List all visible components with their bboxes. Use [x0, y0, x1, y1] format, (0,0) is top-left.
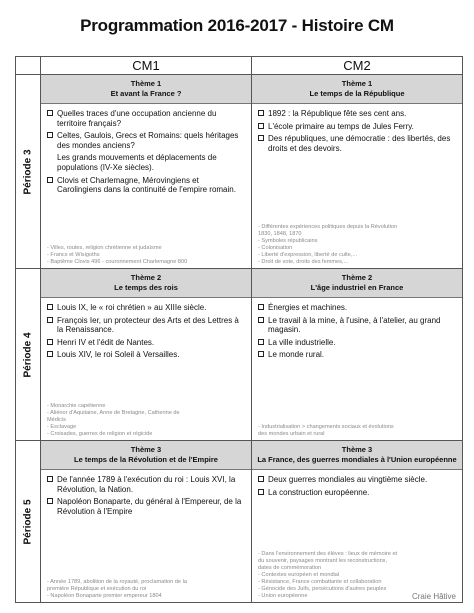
checkbox-icon[interactable] — [47, 351, 53, 357]
topic-item — [258, 122, 456, 132]
topic-item — [47, 303, 245, 313]
topic-item — [47, 475, 245, 494]
theme-cell-cm2 — [252, 75, 462, 268]
theme-number: Thème 3 — [130, 445, 162, 454]
note-line: - Francs et Wisigoths — [47, 252, 100, 258]
checkbox-icon[interactable] — [258, 304, 264, 310]
topic-text: Quelles traces d'une occupation ancienne du territoire français? — [57, 109, 217, 128]
topic-text: Deux guerres mondiales au vingtième siècle. — [268, 475, 428, 484]
note-line: - Liberté d'expression, liberté de culte,... — [258, 252, 358, 258]
column-header-cm1: CM1 — [41, 57, 252, 74]
topic-text: Des républiques, une démocratie : des libertés, des droits et des devoirs. — [268, 134, 451, 153]
period-row — [16, 74, 462, 268]
column-header-cm2: CM2 — [343, 58, 371, 73]
theme-cell-cm1 — [41, 75, 252, 268]
note-line: dates de commémoration — [258, 565, 322, 571]
period-label-cell — [16, 75, 41, 268]
topic-list — [252, 470, 462, 551]
theme-header — [252, 441, 462, 470]
note-line: - Industrialisation > changements sociaux et évolutions — [258, 424, 394, 430]
note-line: - Année 1789, abolition de la royauté, proclamation de la — [47, 579, 187, 585]
footer-credit: Craie Hâtive — [411, 592, 456, 601]
note-line: Médicis — [47, 417, 66, 423]
theme-title: La France, des guerres mondiales à l'Union européenne — [257, 455, 457, 464]
note-line: - Villes, routes, religion chrétienne et judaïsme — [47, 245, 162, 251]
theme-number: Thème 1 — [341, 79, 373, 88]
note-line: - Esclavage — [47, 424, 77, 430]
topic-text: Énergies et machines. — [268, 303, 348, 312]
checkbox-icon[interactable] — [47, 317, 53, 323]
topic-text: De l'année 1789 à l'exécution du roi : Louis XVI, la Révolution, la Nation. — [57, 475, 236, 494]
note-line: - Dans l'environnement des élèves : lieux de mémoire et — [258, 551, 398, 557]
topic-item — [258, 488, 456, 498]
theme-title: Le temps de la Révolution et de l'Empire — [74, 455, 218, 464]
header-spacer — [16, 57, 41, 74]
note-line: - Napoléon Bonaparte premier empereur 1804 — [47, 593, 162, 599]
theme-number: Thème 2 — [130, 273, 162, 282]
topic-text: Les grands mouvements et déplacements de populations (IV-Xe siècles). — [57, 153, 217, 172]
period-label: Période 4 — [22, 331, 34, 378]
topic-text: Le travail à la mine, à l'usine, à l'atelier, au grand magasin. — [268, 315, 441, 335]
topic-text: L'école primaire au temps de Jules Ferry. — [268, 121, 414, 131]
topic-text: La construction européenne. — [268, 487, 370, 497]
theme-cell-cm1 — [41, 269, 252, 440]
topic-item — [47, 109, 245, 128]
note-line: des mondes urbain et rural — [258, 431, 325, 437]
topic-item — [258, 350, 456, 360]
topic-item — [47, 316, 245, 335]
note-line: - Monarchie capétienne — [47, 403, 106, 409]
topic-item — [258, 475, 456, 485]
topic-item — [47, 338, 245, 348]
topic-item — [258, 338, 456, 348]
period-label: Période 5 — [22, 498, 34, 545]
topic-text: Henri IV et l'édit de Nantes. — [57, 337, 155, 347]
topic-text: La ville industrielle. — [268, 337, 336, 347]
checkbox-icon[interactable] — [47, 498, 53, 504]
programme-table — [15, 56, 463, 603]
checkbox-icon[interactable] — [47, 339, 53, 345]
topic-item — [47, 497, 245, 516]
theme-title: Le temps des rois — [114, 283, 178, 292]
note-line: - Droit de vote, droits des femmes,... — [258, 259, 349, 265]
theme-number: Thème 1 — [130, 79, 162, 88]
topic-text: Louis IX, le « roi chrétien » au XIIIe siècle. — [57, 303, 207, 312]
topic-text: Celtes, Gaulois, Grecs et Romains: quels héritages des mondes anciens? — [57, 131, 239, 150]
note-line: - Aliénor d'Aquitaine, Anne de Bretagne, Catherine de — [47, 410, 180, 416]
theme-title: Et avant la France ? — [110, 89, 182, 98]
note-line: du souvenir, paysages montrant les reconstructions, — [258, 558, 388, 564]
topic-text: Louis XIV, le roi Soleil à Versailles. — [57, 350, 180, 360]
period-label: Période 3 — [22, 148, 34, 195]
theme-header — [41, 441, 251, 470]
topic-list — [252, 104, 462, 224]
topic-item — [258, 303, 456, 313]
note-line: - Symboles républicains — [258, 238, 318, 244]
notes — [41, 245, 251, 268]
note-line: 1830, 1848, 1870 — [258, 231, 302, 237]
note-line: - Différentes expériences politiques depuis la Révolution — [258, 224, 398, 230]
note-line: - Croisades, guerres de religion et régicide — [47, 431, 153, 437]
topic-list — [41, 298, 251, 403]
checkbox-icon[interactable] — [47, 110, 53, 116]
checkbox-icon[interactable] — [258, 135, 264, 141]
period-label-cell — [16, 441, 41, 602]
topic-item — [47, 131, 245, 150]
theme-cell-cm2 — [252, 441, 462, 602]
topic-item — [47, 176, 245, 195]
notes — [41, 403, 251, 440]
theme-title: Le temps de la République — [309, 89, 405, 98]
theme-number: Thème 3 — [341, 445, 373, 454]
period-row — [16, 268, 462, 440]
note-line: - Baptême Clovis 496 - couronnement Charlemagne 800 — [47, 259, 188, 265]
topic-text: Clovis et Charlemagne, Mérovingiens et Carolingiens dans la continuité de l'empire romain. — [57, 175, 236, 195]
note-line: - Résistance, France combattante et collaboration — [258, 579, 382, 585]
checkbox-icon[interactable] — [258, 351, 264, 357]
checkbox-icon[interactable] — [258, 123, 264, 129]
topic-item — [258, 134, 456, 153]
note-line: - Union européenne — [258, 593, 308, 599]
topic-text: François Ier, un protecteur des Arts et des Lettres à la Renaissance. — [57, 315, 239, 335]
theme-header — [252, 269, 462, 298]
theme-title: L'âge industriel en France — [310, 283, 404, 292]
notes — [252, 424, 462, 440]
theme-cell-cm2 — [252, 269, 462, 440]
checkbox-icon[interactable] — [47, 476, 53, 482]
period-label-cell — [16, 269, 41, 440]
note-line: - Génocide des Juifs, persécutions d'autres peuples — [258, 586, 387, 592]
note-line: - Colonisation — [258, 245, 293, 251]
topic-text: Napoléon Bonaparte, du général à l'Empereur, de la Révolution à l'Empire — [57, 497, 242, 516]
notes — [41, 579, 251, 602]
checkbox-icon[interactable] — [47, 132, 53, 138]
notes — [252, 224, 462, 268]
topic-item — [47, 350, 245, 360]
checkbox-icon[interactable] — [258, 476, 264, 482]
checkbox-icon[interactable] — [258, 317, 264, 323]
checkbox-icon[interactable] — [258, 489, 264, 495]
topic-list — [41, 470, 251, 579]
period-row — [16, 440, 462, 602]
checkbox-icon[interactable] — [258, 110, 264, 116]
theme-header — [41, 75, 251, 104]
checkbox-icon[interactable] — [47, 304, 53, 310]
page-title: Programmation 2016-2017 - Histoire CM — [80, 16, 394, 35]
theme-number: Thème 2 — [341, 273, 373, 282]
topic-list — [252, 298, 462, 424]
note-line: première République et exécution du roi — [47, 586, 147, 592]
topic-list — [41, 104, 251, 245]
topic-item — [258, 316, 456, 335]
theme-header — [252, 75, 462, 104]
topic-text: 1892 : la République fête ses cent ans. — [268, 109, 407, 118]
theme-cell-cm1 — [41, 441, 252, 602]
checkbox-icon[interactable] — [47, 177, 53, 183]
theme-header — [41, 269, 251, 298]
header-row — [16, 57, 462, 74]
checkbox-icon[interactable] — [258, 339, 264, 345]
topic-text: Le monde rural. — [268, 350, 325, 360]
note-line: - Contextes européen et mondial — [258, 572, 340, 578]
topic-item — [258, 109, 456, 119]
